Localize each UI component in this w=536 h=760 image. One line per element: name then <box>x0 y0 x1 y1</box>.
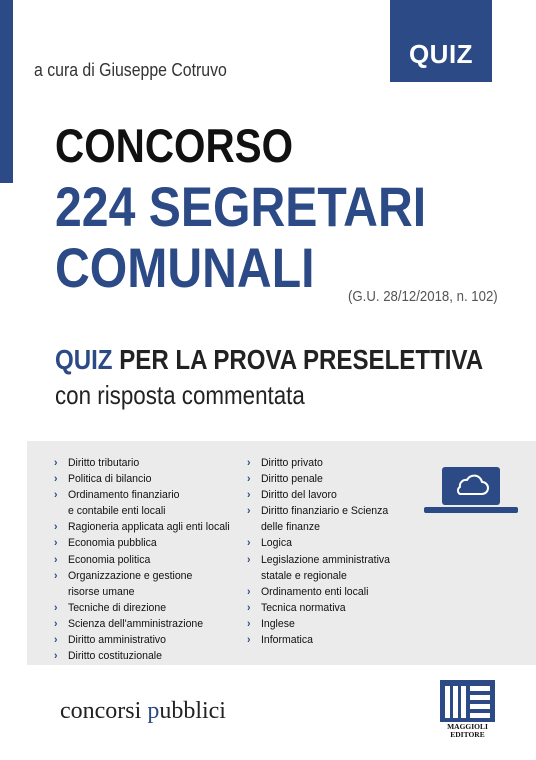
topic-item <box>54 632 230 648</box>
topic-item <box>54 519 230 535</box>
chevron-right-icon: › <box>54 601 58 614</box>
topic-label: Scienza dell'amministrazione <box>67 617 204 630</box>
publisher-name <box>440 723 495 739</box>
chevron-right-icon: › <box>247 457 251 469</box>
topic-label: Diritto tributario <box>67 457 140 469</box>
editor-credit: a cura di Giuseppe Cotruvo <box>34 60 227 80</box>
publisher-name-line-1: MAGGIOLI <box>447 722 488 731</box>
series-word-1: concorsi <box>60 698 148 724</box>
chevron-right-icon: › <box>247 601 251 614</box>
topic-label: Ordinamento finanziario <box>67 489 180 502</box>
quiz-badge <box>390 0 492 82</box>
topic-item-continuation <box>247 519 390 535</box>
topic-item <box>54 455 230 471</box>
topic-label: Legislazione amministrativa <box>260 553 391 566</box>
topic-label: Economia politica <box>67 553 151 566</box>
topic-label: Ragioneria applicata agli enti locali <box>67 521 230 534</box>
topic-label: Diritto del lavoro <box>260 489 337 502</box>
publisher-name-line-2: EDITORE <box>450 730 485 739</box>
topic-label: Diritto costituzionale <box>67 650 162 663</box>
topic-label: Diritto finanziario e Scienza <box>260 505 389 518</box>
chevron-right-icon: › <box>54 537 58 550</box>
chevron-right-icon: › <box>54 634 58 647</box>
topic-item <box>54 487 230 503</box>
chevron-right-icon: › <box>54 457 58 469</box>
topic-label: Inglese <box>260 617 295 630</box>
chevron-right-icon: › <box>54 553 58 566</box>
topic-item <box>247 616 390 632</box>
topic-label: Tecnica normativa <box>260 601 346 614</box>
topic-item <box>247 600 390 616</box>
topic-item <box>247 503 390 519</box>
maggioli-logo-icon <box>440 680 495 722</box>
series-name <box>60 698 226 725</box>
topic-item-continuation <box>247 568 390 584</box>
topic-label: statale e regionale <box>260 569 347 582</box>
chevron-right-icon: › <box>247 585 251 598</box>
topic-label: Logica <box>260 537 292 550</box>
topic-item <box>247 487 390 503</box>
laptop-cloud-icon <box>422 463 520 521</box>
subtitle-line-2: con risposta commentata <box>55 380 305 410</box>
chevron-right-icon: › <box>54 473 58 486</box>
topic-item-continuation <box>54 503 230 519</box>
left-accent-bar <box>0 0 13 183</box>
topic-label: e contabile enti locali <box>67 505 166 518</box>
topic-label: delle finanze <box>260 521 320 534</box>
subtitle-line-1 <box>55 344 483 376</box>
title-line-1: CONCORSO <box>55 119 294 172</box>
chevron-right-icon: › <box>54 521 58 534</box>
topic-label: Ordinamento enti locali <box>260 585 369 598</box>
chevron-right-icon: › <box>54 650 58 663</box>
topics-list-right <box>247 455 401 648</box>
topic-item <box>54 616 230 632</box>
topic-item <box>54 552 230 568</box>
topic-item <box>54 568 230 584</box>
topic-item <box>54 535 230 551</box>
topic-item <box>247 632 390 648</box>
chevron-right-icon: › <box>54 569 58 582</box>
topic-label: Informatica <box>260 634 313 647</box>
gazzetta-reference: (G.U. 28/12/2018, n. 102) <box>348 288 498 305</box>
topic-item <box>247 535 390 551</box>
subtitle-highlight: QUIZ <box>55 344 113 375</box>
topic-label: Economia pubblica <box>67 537 157 550</box>
topics-list-left <box>54 455 243 664</box>
topic-label: Diritto privato <box>260 457 323 469</box>
chevron-right-icon: › <box>247 489 251 502</box>
chevron-right-icon: › <box>247 634 251 647</box>
topic-item <box>247 584 390 600</box>
topic-item <box>247 552 390 568</box>
topic-label: Tecniche di direzione <box>67 601 167 614</box>
subtitle-rest: PER LA PROVA PRESELETTIVA <box>112 344 484 375</box>
chevron-right-icon: › <box>247 505 251 518</box>
topic-item <box>54 648 230 664</box>
topic-label: Politica di bilancio <box>67 473 152 486</box>
topic-item <box>247 455 390 471</box>
topic-item-continuation <box>54 584 230 600</box>
chevron-right-icon: › <box>247 473 251 486</box>
chevron-right-icon: › <box>54 489 58 502</box>
title-line-3: COMUNALI <box>55 236 315 299</box>
topic-label: Diritto penale <box>260 473 323 486</box>
title-line-2: 224 SEGRETARI <box>55 175 427 238</box>
topic-label: risorse umane <box>67 585 135 598</box>
chevron-right-icon: › <box>54 617 58 630</box>
quiz-badge-label: QUIZ <box>408 39 474 69</box>
topic-label: Diritto amministrativo <box>67 634 167 647</box>
series-word-2: ubblici <box>159 698 226 724</box>
chevron-right-icon: › <box>247 537 251 550</box>
chevron-right-icon: › <box>247 617 251 630</box>
chevron-right-icon: › <box>247 553 251 566</box>
topic-label: Organizzazione e gestione <box>67 569 193 582</box>
series-initial: p <box>147 698 160 724</box>
topic-item <box>54 600 230 616</box>
topic-item <box>54 471 230 487</box>
topic-item <box>247 471 390 487</box>
publisher-logo <box>440 680 495 738</box>
